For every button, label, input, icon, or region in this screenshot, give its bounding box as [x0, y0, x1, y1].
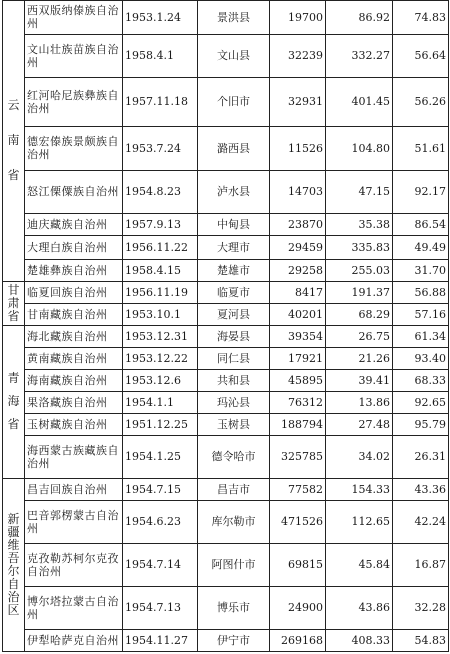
cell-date: 1954.7.14: [123, 543, 198, 586]
cell-area: 29459: [270, 235, 326, 259]
cell-v1: 104.80: [326, 126, 393, 170]
cell-v1: 13.86: [326, 391, 393, 413]
cell-area: 32239: [270, 34, 326, 77]
cell-v2: 16.87: [393, 543, 449, 586]
cell-seat: 伊宁市: [198, 629, 270, 651]
cell-v1: 68.29: [326, 303, 393, 325]
cell-seat: 泸水县: [198, 170, 270, 213]
cell-v2: 95.79: [393, 413, 449, 435]
table-row: [3, 543, 449, 586]
cell-area: 77582: [270, 478, 326, 500]
cell-v2: 93.40: [393, 347, 449, 369]
table-row: [3, 369, 449, 391]
cell-date: 1954.11.27: [123, 629, 198, 651]
province-cell: [3, 1, 25, 282]
cell-area: 39354: [270, 325, 326, 347]
cell-v1: 86.92: [326, 1, 393, 35]
cell-name: 海南藏族自治州: [25, 369, 123, 391]
cell-area: 269168: [270, 629, 326, 651]
cell-date: 1953.12.31: [123, 325, 198, 347]
cell-name: 德宏傣族景颇族自治州: [25, 126, 123, 170]
cell-v2: 51.61: [393, 126, 449, 170]
cell-name: 楚雄彝族自治州: [25, 259, 123, 281]
table-row: [3, 213, 449, 235]
table-row: [3, 34, 449, 77]
cell-v1: 401.45: [326, 77, 393, 126]
cell-v2: 56.26: [393, 77, 449, 126]
cell-v2: 49.49: [393, 235, 449, 259]
table-row: [3, 435, 449, 478]
table-row: [3, 235, 449, 259]
table-row: [3, 500, 449, 543]
cell-area: 24900: [270, 586, 326, 629]
table-row: [3, 478, 449, 500]
cell-date: 1958.4.1: [123, 34, 198, 77]
cell-date: 1953.7.24: [123, 126, 198, 170]
province-label: 新 疆 维 吾 尔 自 治 区: [7, 511, 20, 617]
cell-date: 1957.9.13: [123, 213, 198, 235]
cell-v2: 61.34: [393, 325, 449, 347]
cell-date: 1953.10.1: [123, 303, 198, 325]
cell-seat: 昌吉市: [198, 478, 270, 500]
cell-date: 1954.7.15: [123, 478, 198, 500]
province-label: 甘 肃 省: [7, 282, 20, 323]
cell-name: 海北藏族自治州: [25, 325, 123, 347]
cell-v1: 332.27: [326, 34, 393, 77]
cell-area: 471526: [270, 500, 326, 543]
cell-seat: 德令哈市: [198, 435, 270, 478]
cell-date: 1954.6.23: [123, 500, 198, 543]
province-cell: [3, 325, 25, 478]
cell-v1: 408.33: [326, 629, 393, 651]
cell-seat: 潞西县: [198, 126, 270, 170]
cell-v2: 42.24: [393, 500, 449, 543]
cell-date: 1958.4.15: [123, 259, 198, 281]
cell-seat: 文山县: [198, 34, 270, 77]
table-row: [3, 391, 449, 413]
province-label: 云 南 省: [7, 98, 20, 183]
cell-name: 伊犁哈萨克自治州: [25, 629, 123, 651]
table-row: [3, 413, 449, 435]
cell-v1: 335.83: [326, 235, 393, 259]
cell-v2: 74.83: [393, 1, 449, 35]
cell-name: 博尔塔拉蒙古自治州: [25, 586, 123, 629]
cell-v1: 255.03: [326, 259, 393, 281]
autonomous-prefecture-table: [2, 0, 449, 652]
province-cell: [3, 281, 25, 325]
cell-area: 29258: [270, 259, 326, 281]
cell-area: 40201: [270, 303, 326, 325]
cell-seat: 玛沁县: [198, 391, 270, 413]
table-row: [3, 170, 449, 213]
cell-date: 1953.1.24: [123, 1, 198, 35]
cell-area: 8417: [270, 281, 326, 303]
cell-name: 黄南藏族自治州: [25, 347, 123, 369]
cell-seat: 临夏市: [198, 281, 270, 303]
cell-seat: 博乐市: [198, 586, 270, 629]
table-row: [3, 281, 449, 303]
cell-v2: 32.28: [393, 586, 449, 629]
cell-seat: 海晏县: [198, 325, 270, 347]
cell-name: 怒江傈僳族自治州: [25, 170, 123, 213]
province-cell: [3, 478, 25, 651]
cell-date: 1953.12.6: [123, 369, 198, 391]
cell-area: 325785: [270, 435, 326, 478]
table-row: [3, 325, 449, 347]
table-row: [3, 77, 449, 126]
cell-v1: 112.65: [326, 500, 393, 543]
table-row: [3, 303, 449, 325]
cell-v2: 57.16: [393, 303, 449, 325]
cell-name: 克孜勒苏柯尔克孜自治州: [25, 543, 123, 586]
cell-v1: 26.75: [326, 325, 393, 347]
table-row: [3, 586, 449, 629]
province-label: 青 海 省: [7, 371, 20, 432]
table-row: [3, 629, 449, 651]
cell-v2: 92.17: [393, 170, 449, 213]
cell-name: 海西蒙古族藏族自治州: [25, 435, 123, 478]
cell-seat: 楚雄市: [198, 259, 270, 281]
cell-v2: 86.54: [393, 213, 449, 235]
cell-seat: 玉树县: [198, 413, 270, 435]
cell-name: 昌吉回族自治州: [25, 478, 123, 500]
cell-area: 19700: [270, 1, 326, 35]
cell-name: 大理白族自治州: [25, 235, 123, 259]
cell-v1: 47.15: [326, 170, 393, 213]
cell-date: 1957.11.18: [123, 77, 198, 126]
cell-name: 临夏回族自治州: [25, 281, 123, 303]
cell-date: 1954.1.25: [123, 435, 198, 478]
cell-v1: 45.84: [326, 543, 393, 586]
cell-date: 1953.12.22: [123, 347, 198, 369]
cell-seat: 大理市: [198, 235, 270, 259]
table-row: [3, 259, 449, 281]
cell-date: 1956.11.22: [123, 235, 198, 259]
cell-v1: 191.37: [326, 281, 393, 303]
cell-v2: 56.88: [393, 281, 449, 303]
cell-seat: 同仁县: [198, 347, 270, 369]
cell-seat: 共和县: [198, 369, 270, 391]
cell-area: 23870: [270, 213, 326, 235]
cell-date: 1956.11.19: [123, 281, 198, 303]
cell-area: 11526: [270, 126, 326, 170]
cell-seat: 库尔勒市: [198, 500, 270, 543]
cell-seat: 夏河县: [198, 303, 270, 325]
cell-v1: 35.38: [326, 213, 393, 235]
cell-name: 甘南藏族自治州: [25, 303, 123, 325]
table-body: [3, 1, 449, 652]
cell-date: 1951.12.25: [123, 413, 198, 435]
cell-v1: 39.41: [326, 369, 393, 391]
cell-seat: 个旧市: [198, 77, 270, 126]
cell-v2: 43.36: [393, 478, 449, 500]
cell-name: 迪庆藏族自治州: [25, 213, 123, 235]
cell-area: 32931: [270, 77, 326, 126]
cell-seat: 景洪县: [198, 1, 270, 35]
cell-v1: 27.48: [326, 413, 393, 435]
cell-name: 西双版纳傣族自治州: [25, 1, 123, 35]
cell-v2: 68.33: [393, 369, 449, 391]
cell-name: 玉树藏族自治州: [25, 413, 123, 435]
cell-area: 17921: [270, 347, 326, 369]
cell-v1: 34.02: [326, 435, 393, 478]
cell-seat: 中甸县: [198, 213, 270, 235]
cell-area: 188794: [270, 413, 326, 435]
cell-name: 红河哈尼族彝族自治州: [25, 77, 123, 126]
cell-name: 巴音郭楞蒙古自治州: [25, 500, 123, 543]
cell-area: 45895: [270, 369, 326, 391]
cell-name: 果洛藏族自治州: [25, 391, 123, 413]
cell-seat: 阿图什市: [198, 543, 270, 586]
table-row: [3, 1, 449, 35]
cell-v2: 54.83: [393, 629, 449, 651]
cell-date: 1954.7.13: [123, 586, 198, 629]
table-row: [3, 347, 449, 369]
cell-v2: 26.31: [393, 435, 449, 478]
cell-area: 14703: [270, 170, 326, 213]
table-row: [3, 126, 449, 170]
cell-v1: 43.86: [326, 586, 393, 629]
cell-v2: 56.64: [393, 34, 449, 77]
cell-area: 69815: [270, 543, 326, 586]
cell-v1: 21.26: [326, 347, 393, 369]
cell-date: 1954.1.1: [123, 391, 198, 413]
cell-area: 76312: [270, 391, 326, 413]
cell-date: 1954.8.23: [123, 170, 198, 213]
cell-v2: 31.70: [393, 259, 449, 281]
cell-name: 文山壮族苗族自治州: [25, 34, 123, 77]
cell-v2: 92.65: [393, 391, 449, 413]
cell-v1: 154.33: [326, 478, 393, 500]
